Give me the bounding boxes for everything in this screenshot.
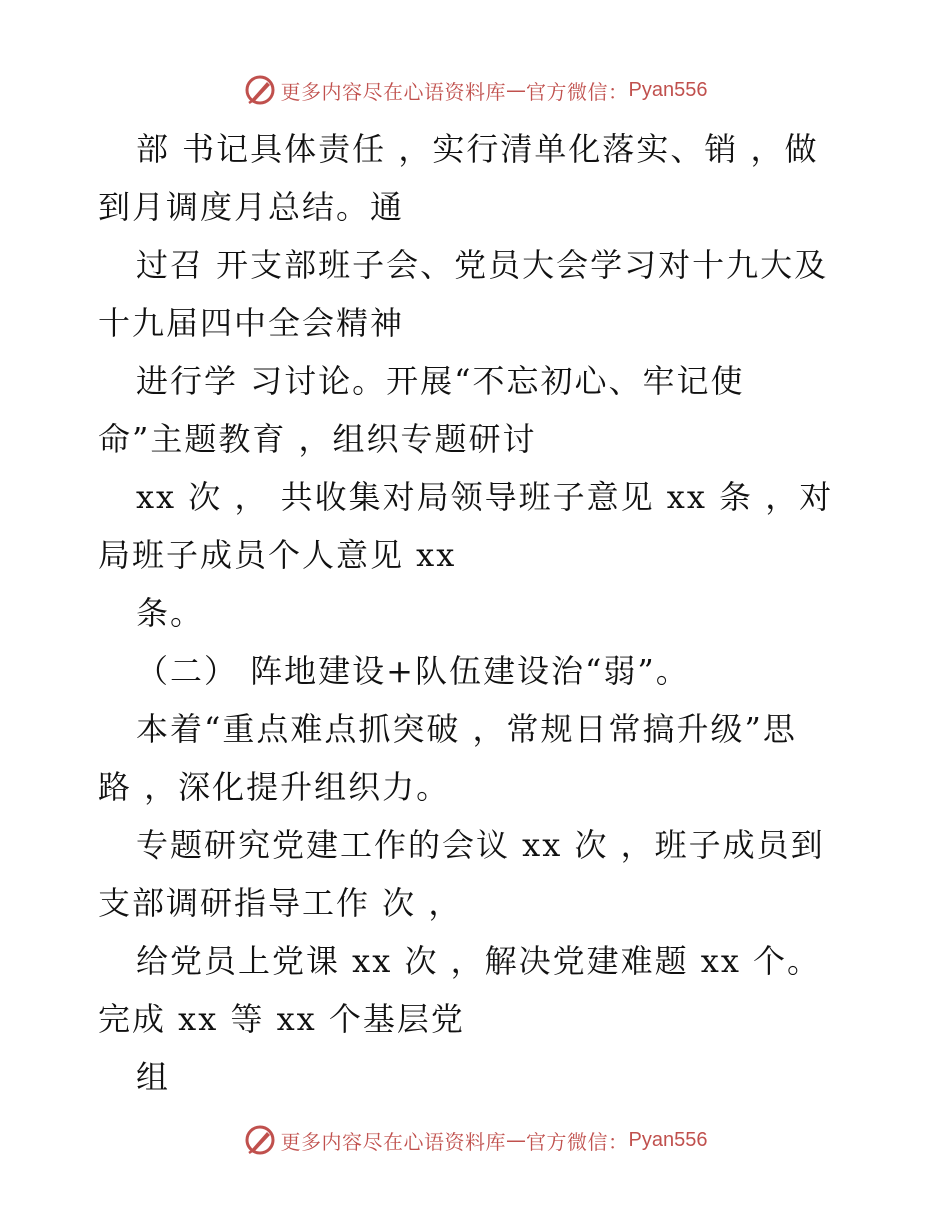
text-line: 路 ，深化提升组织力。 — [98, 768, 451, 806]
text-line: 条。 — [136, 594, 205, 632]
document-body — [98, 120, 898, 1106]
text-line: 给党员上党课 xx 次 ，解决党建难题 xx 个。 — [136, 942, 822, 980]
banner-wechat-id: Pyan556 — [628, 78, 708, 101]
section-heading: （二） 阵地建设+队伍建设治“弱”。 — [136, 652, 690, 690]
text-line: xx 次 ， 共收集对局领导班子意见 xx 条 ，对 — [136, 478, 834, 516]
text-line: 命”主题教育 ，组织专题研讨 — [98, 420, 537, 458]
text-line: 专题研究党建工作的会议 xx 次 ，班子成员到 — [136, 826, 825, 864]
header-watermark-banner — [0, 70, 950, 110]
text-line: 局班子成员个人意见 xx — [98, 536, 457, 574]
text-line: 进行学 习讨论。开展“不忘初心、牢记使 — [136, 362, 745, 400]
banner-wechat-label: 官方微信： — [526, 1129, 629, 1154]
text-line: 支部调研指导工作 次 ， — [98, 884, 463, 922]
quill-logo-icon — [243, 73, 277, 107]
text-line: 组 — [136, 1058, 171, 1096]
banner-text: 更多内容尽在心语资料库 — [280, 79, 507, 104]
banner-separator: — — [506, 78, 527, 102]
banner-wechat-id: Pyan556 — [628, 1128, 708, 1151]
text-line: 完成 xx 等 xx 个基层党 — [98, 1000, 465, 1038]
banner-text: 更多内容尽在心语资料库 — [280, 1129, 507, 1154]
banner-separator: — — [506, 1128, 527, 1152]
text-line: 到月调度月总结。通 — [98, 188, 405, 226]
text-line: 过召 开支部班子会、党员大会学习对十九大及 — [136, 246, 829, 284]
text-line: 十九届四中全会精神 — [98, 304, 405, 342]
text-line: 本着“重点难点抓突破 ，常规日常搞升级”思 — [136, 710, 797, 748]
text-line: 部 书记具体责任 ，实行清单化落实、销 ，做 — [136, 130, 819, 168]
banner-wechat-label: 官方微信： — [526, 79, 629, 104]
quill-logo-icon — [243, 1123, 277, 1157]
footer-watermark-banner — [0, 1120, 950, 1160]
